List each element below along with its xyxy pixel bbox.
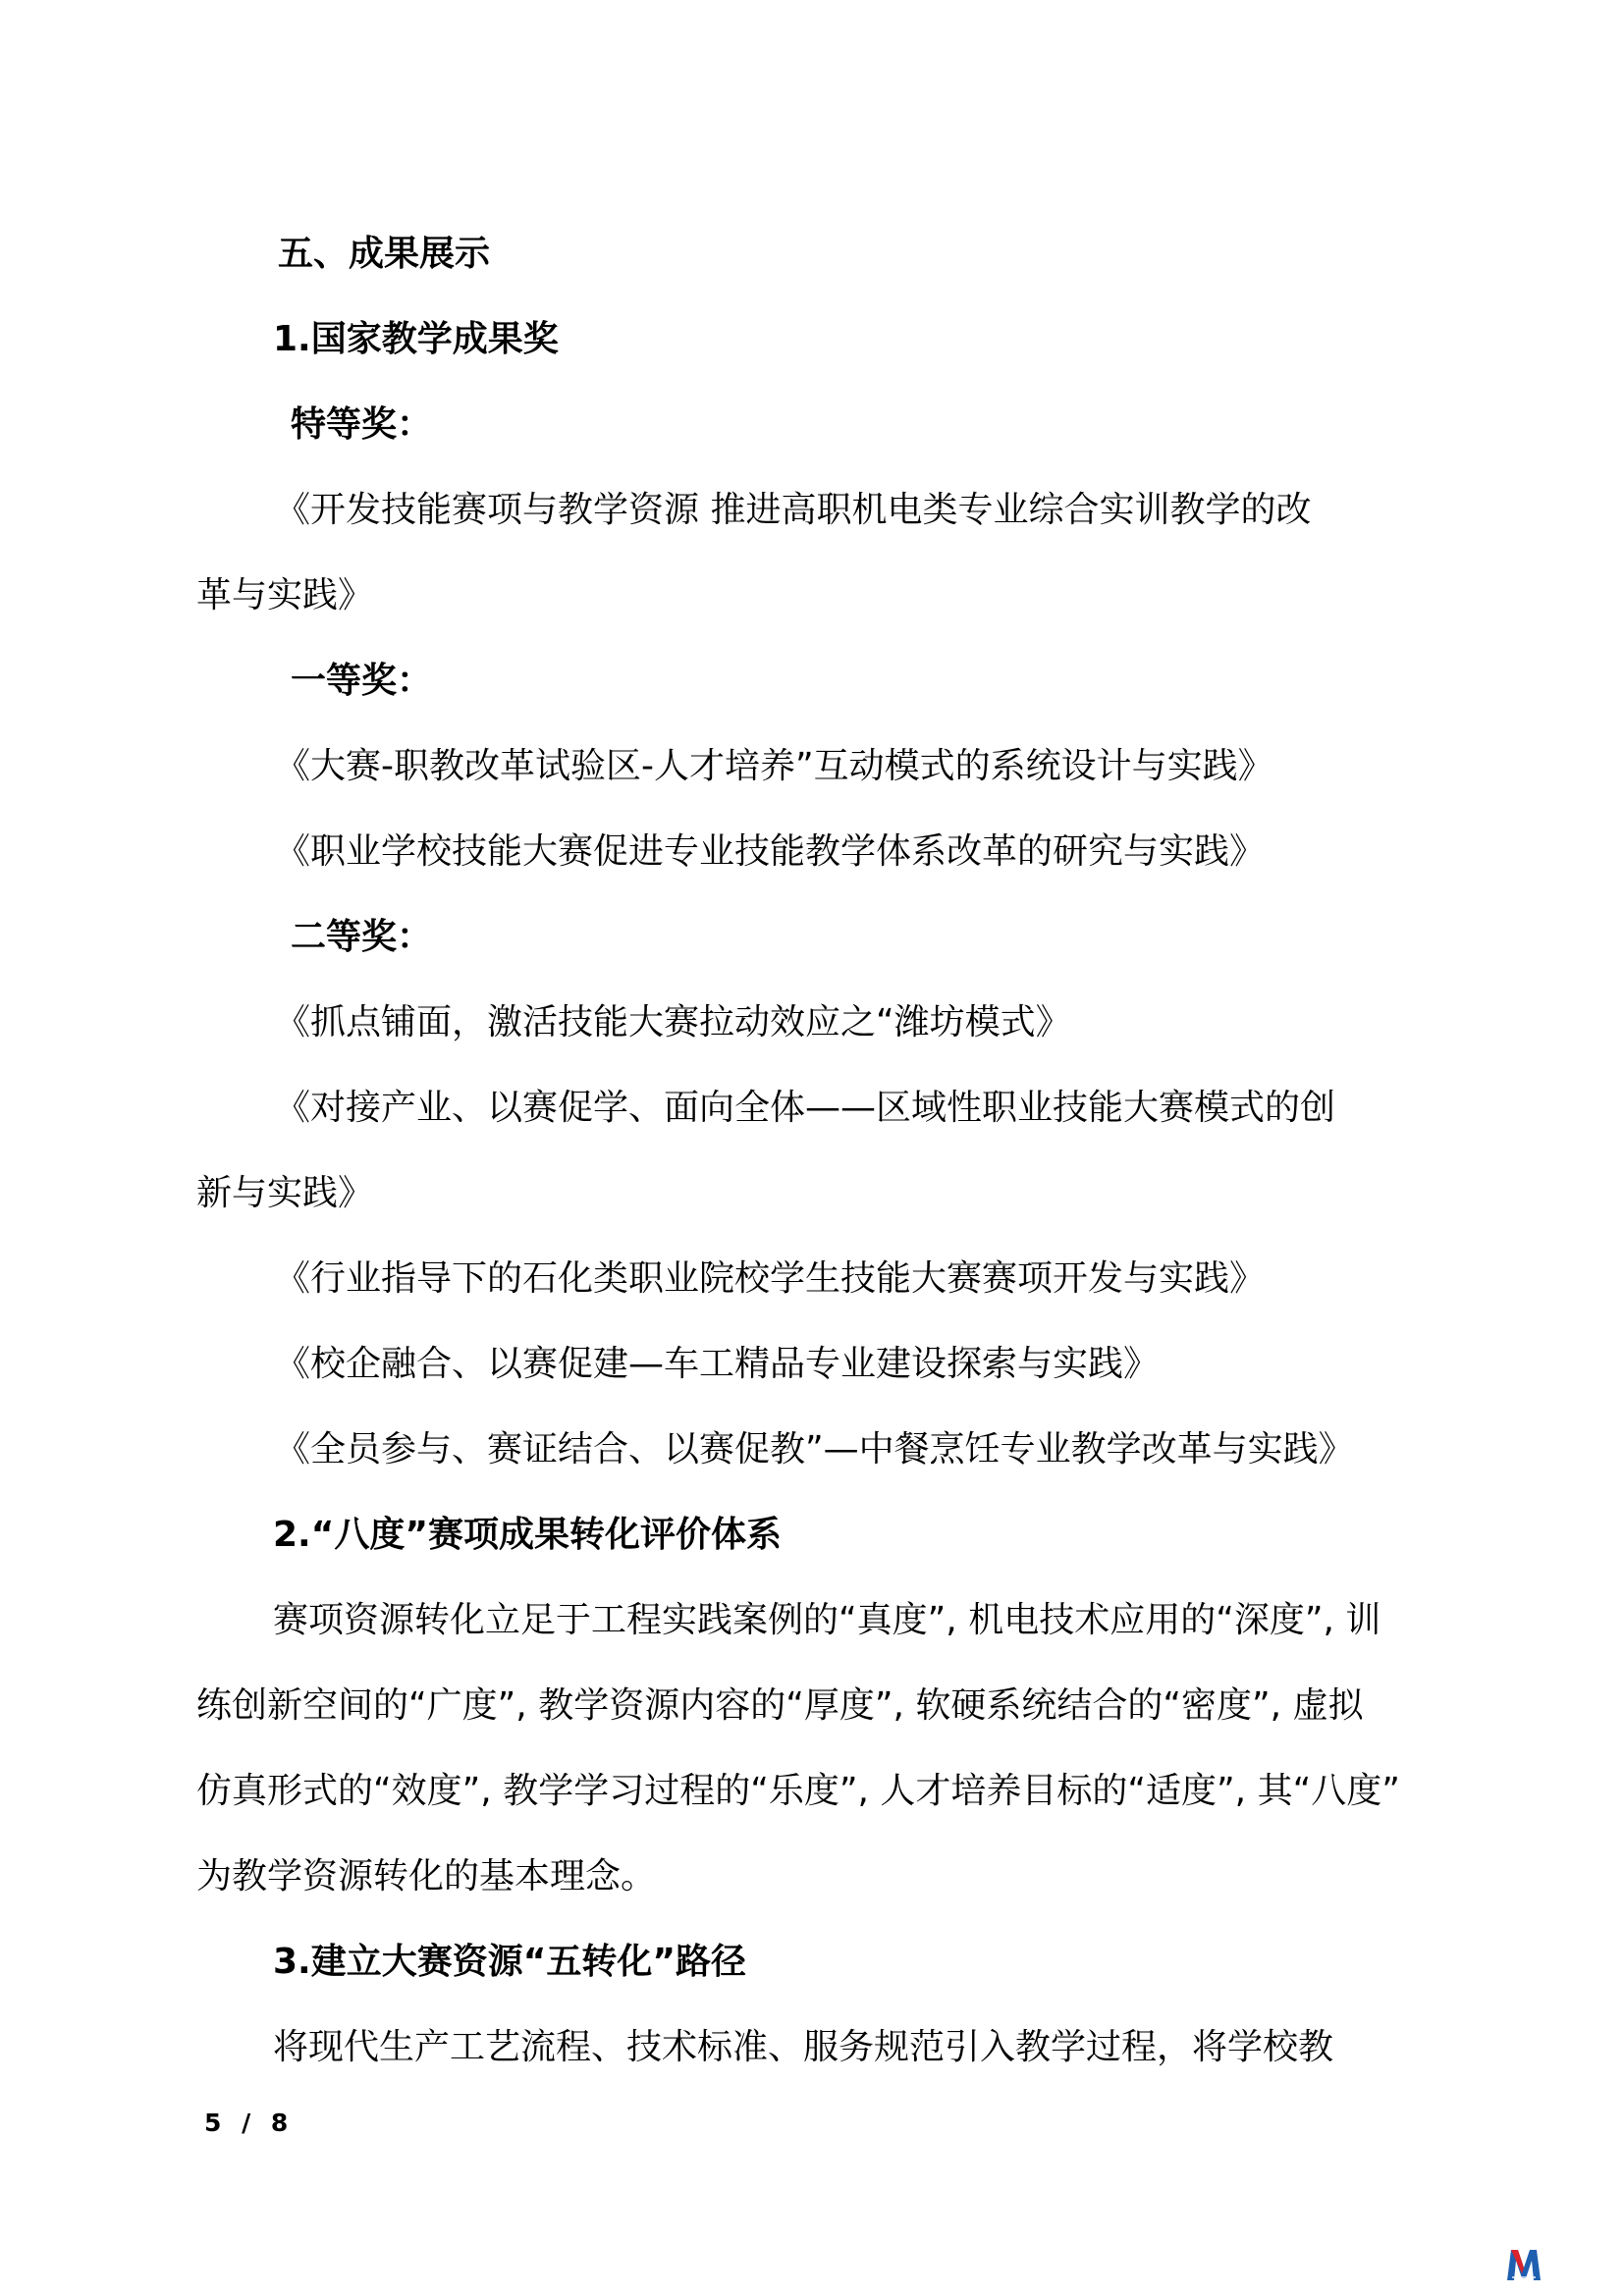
subsection-title-1: 1.国家教学成果奖 — [273, 319, 559, 359]
award-item-second-1: 《抓点铺面，激活技能大赛拉动效应之“潍坊模式》 — [275, 1002, 1071, 1042]
award-level-special: 特等奖： — [291, 404, 433, 445]
award-item-second-4: 《校企融合、以赛促建—车工精品专业建设探索与实践》 — [275, 1344, 1160, 1384]
award-item-second-3: 《行业指导下的石化类职业院校学生技能大赛赛项开发与实践》 — [275, 1258, 1266, 1299]
paragraph-3-line-1: 将现代生产工艺流程、技术标准、服务规范引入教学过程，将学校教 — [273, 2027, 1334, 2067]
award-item-special-1-line-1: 《开发技能赛项与教学资源 推进高职机电类专业综合实训教学的改 — [275, 490, 1312, 530]
award-item-second-2-line-1: 《对接产业、以赛促学、面向全体——区域性职业技能大赛模式的创 — [275, 1088, 1336, 1128]
page-content — [196, 211, 1443, 2090]
award-item-first-1: 《大赛-职教改革试验区-人才培养”互动模式的系统设计与实践》 — [275, 746, 1273, 786]
award-item-special-1-line-2: 革与实践》 — [196, 575, 374, 615]
paragraph-2-line-4: 为教学资源转化的基本理念。 — [196, 1856, 657, 1896]
award-level-second: 二等奖： — [291, 917, 433, 957]
award-item-first-2: 《职业学校技能大赛促进专业技能教学体系改革的研究与实践》 — [275, 831, 1266, 872]
paragraph-2-line-3: 仿真形式的“效度”, 教学学习过程的“乐度”, 人才培养目标的“适度”, 其“八度” — [196, 1771, 1400, 1811]
brand-m-logo-icon — [1506, 2248, 1542, 2281]
subsection-title-2: 2.“八度”赛项成果转化评价体系 — [273, 1515, 783, 1555]
award-item-second-2-line-2: 新与实践》 — [196, 1173, 374, 1213]
paragraph-2-line-1: 赛项资源转化立足于工程实践案例的“真度”, 机电技术应用的“深度”, 训 — [273, 1600, 1381, 1640]
page-number: 5 / 8 — [204, 2109, 295, 2137]
section-title: 五、成果展示 — [278, 234, 491, 274]
award-item-second-5: 《全员参与、赛证结合、以赛促教”—中餐烹饪专业教学改革与实践》 — [275, 1429, 1354, 1469]
paragraph-2-line-2: 练创新空间的“广度”, 教学资源内容的“厚度”, 软硬系统结合的“密度”, 虚拟 — [196, 1685, 1364, 1726]
award-level-first: 一等奖： — [291, 661, 433, 701]
subsection-title-3: 3.建立大赛资源“五转化”路径 — [273, 1942, 747, 1982]
